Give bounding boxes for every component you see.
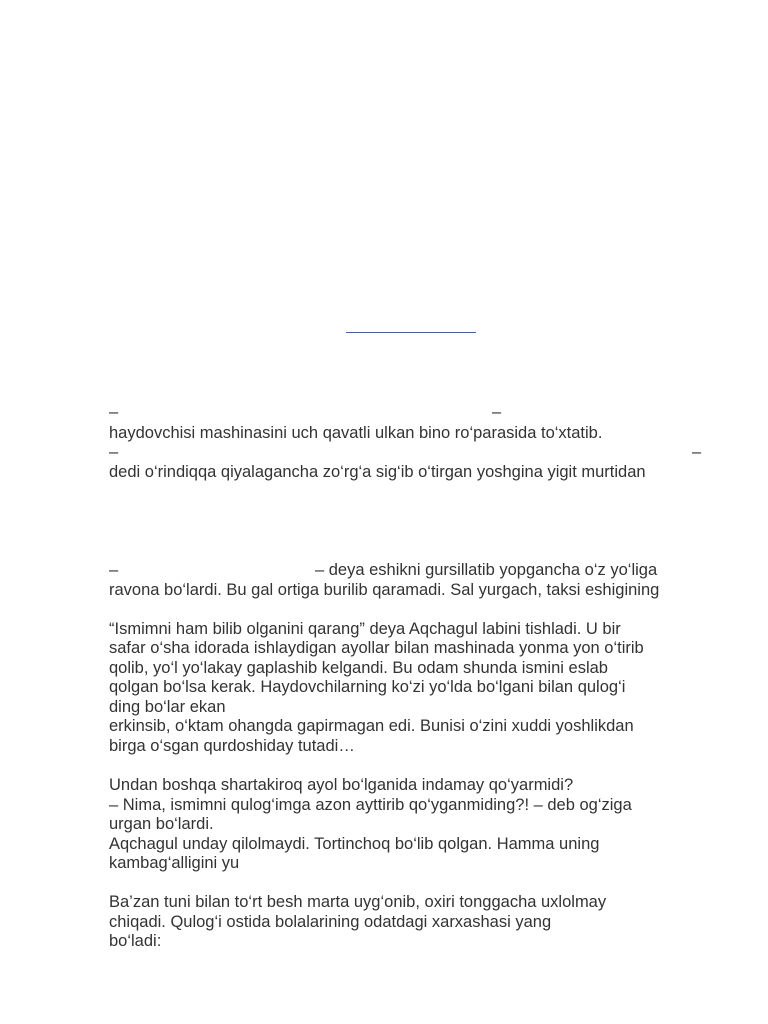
text-line: “Ismimni ham bilib olganini qarang” deya Aqchagul labini tishladi. U bir (109, 620, 621, 638)
dash-mark: – (109, 443, 119, 461)
text-line: dedi o‘rindiqqa qiyalagancha zo‘rg‘a sig‘ib o‘tirgan yoshgina yigit murtidan (109, 463, 646, 481)
text-line: bo‘ladi: (109, 932, 162, 950)
text-line: haydovchisi mashinasini uch qavatli ulkan bino ro‘parasida to‘xtatib. (109, 424, 603, 442)
text-line: Undan boshqa shartakiroq ayol bo‘lganida indamay qo‘yarmidi? (109, 776, 574, 794)
text-line: kambag‘alligini yu (109, 854, 240, 872)
text-line: qolgan bo‘lsa kerak. Haydovchilarning ko‘zi yo‘lda bo‘lgani bilan qulog‘i (109, 678, 626, 696)
text-line: qolib, yo‘l yo‘lakay gaplashib kelgandi. Bu odam shunda ismini eslab (109, 659, 608, 677)
dash-mark: – (109, 561, 119, 579)
text-line: – Nima, ismimni qulog‘imga azon ayttirib qo‘yganmiding?! – deb og‘ziga (109, 796, 632, 814)
text-line: Aqchagul unday qilolmaydi. Tortinchoq bo‘lib qolgan. Hamma uning (109, 835, 600, 853)
hyperlink-underline[interactable] (346, 332, 476, 333)
text-line: Ba’zan tuni bilan to‘rt besh marta uyg‘onib, oxiri tonggacha uxlolmay (109, 893, 607, 911)
text-line: safar o‘sha idorada ishlaydigan ayollar bilan mashinada yonma yon o‘tirib (109, 639, 644, 657)
text-line: – deya eshikni gursillatib yopgancha o‘z yo‘liga (315, 561, 658, 579)
text-line: ding bo‘lar ekan (109, 698, 226, 716)
text-line: erkinsib, o‘ktam ohangda gapirmagan edi. Bunisi o‘zini xuddi yoshlikdan (109, 717, 634, 735)
text-line: chiqadi. Qulog‘i ostida bolalarining odatdagi xarxashasi yang (109, 913, 552, 931)
text-line: ravona bo‘lardi. Bu gal ortiga burilib qaramadi. Sal yurgach, taksi eshigining (109, 581, 660, 599)
text-line: urgan bo‘lardi. (109, 815, 214, 833)
dash-mark: – (109, 403, 119, 421)
dash-mark: – (692, 443, 702, 461)
dash-mark: – (492, 403, 502, 421)
text-line: birga o‘sgan qurdoshiday tutadi… (109, 737, 355, 755)
